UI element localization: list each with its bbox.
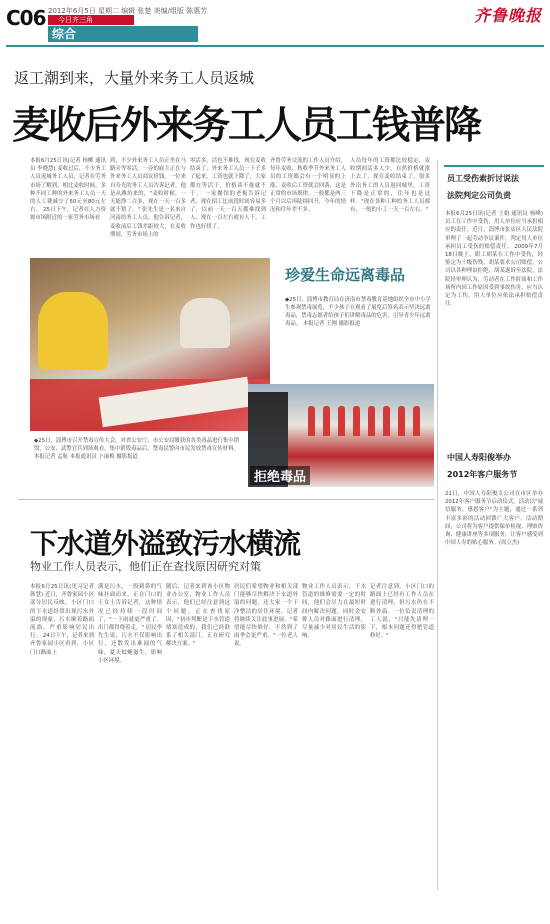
story3-subhead: 物业工作人员表示，他们正在查找原因研究对策 xyxy=(30,560,261,573)
soldier-figure xyxy=(353,406,360,436)
sidebar-body2: 21日，中国人寿阳俊支公司在市区举办2012年客户服务节启动仪式，活动以"诚信服务、感恩客户"为主题，通过一系列丰富多彩的活动回馈广大客户。活动期间，公司将为客户提供保单检视、理赔咨询、健康讲座等多项服务，让客户感受到中国人寿的贴心服务。(周立杰) xyxy=(445,491,543,547)
story3-col6: 记者注意到，小区门口的路面上已经有工作人员在进行清理，但污水仍在不断外溢。一位负责清理的工人说，"只能先清理一下，根本问题还得把管道修好。" xyxy=(370,584,434,640)
divider xyxy=(18,499,434,500)
dateline: 2012年6月5日 星期二 编辑 张楚 美编/组版 陈惠芳 xyxy=(48,7,208,15)
story1-col3: 零活多，活也不难找，现在麦收结束了，外来务工人员一下子多了起来，工资也就下降了，大家都在等活干，价格谈不拢就不干。 一家餐馆的老板告诉记者，现在招工比前段时间容易多了，以前一天一百五都难找到人，现在一百左右就有人干，工作也好找了。 xyxy=(190,158,266,230)
story3-col5: 物业工作人员表示，下水管道的维修需要一定的时间，他们会尽力在最短时间内解决问题，同时会安排人员对路面进行清理，尽量减少对居民生活的影响。 xyxy=(302,584,366,640)
soldier-figure xyxy=(383,406,390,436)
newspaper-logo: 齐鲁晚报 xyxy=(473,6,542,25)
story1-subhead: 返工潮到来，大量外来务工人员返城 xyxy=(14,69,255,87)
photo-label: 拒绝毒品 xyxy=(250,466,310,485)
student-figure xyxy=(180,298,230,348)
sidebar-rule xyxy=(437,160,438,890)
soldier-figure xyxy=(398,406,405,436)
story1-col2: 到，不少外来务工人员正坐在马路旁等零活，一旁的雇主正在与外来务工人员商议价钱。一位来自寿光的务工人员告诉记者，他是从潍坊来的，"麦收时候，一天能挣二百多，现在一天一百多就不错了。" 张先生是一名来自河南的务工人员，他告诉记者，麦收前后工钱差距较大，在麦收期间，劳务市场上的 xyxy=(110,158,186,238)
story2-title: 珍爱生命远离毒品 xyxy=(285,266,406,284)
story1-col1: 本报6月25日讯(记者 杨柳 通讯员 李晓慧) 麦收过后，不少务工人员返城务工人员，记者在劳务市场了解到，相比麦收时候，多种不同工种的外来务工人员一天的人工费减少了50元至80元左右。 25日下午，记者在人力资源市场附近的一家劳务市场看 xyxy=(30,158,106,222)
header-rule xyxy=(6,45,544,47)
sidebar-title4: 2012年客户服务节 xyxy=(447,470,518,479)
section-name: 综合 xyxy=(48,26,198,42)
story1-col4: 齐鲁劳务交流的工作人员介绍，每年麦收、秋收季节外来务工人员的工资都会有一个明显的上涨，麦收后工资就会回落，这是正常的市场规律。一般都是两三个月以后再陆续回升，今年的情况和往年差不多。 xyxy=(270,158,346,214)
sidebar-title3: 中国人寿阳俊举办 xyxy=(447,453,511,462)
section-tag: 今日齐三角 xyxy=(48,15,134,25)
story3-col3: 随后，记者来到该小区物业办公室，物业工作人员表示，他们已经注意到这个问题，正在查找原因，"初步判断是下水管道堵塞造成的，我们已经联系了相关部门，正在研究解决方案。" xyxy=(166,584,230,648)
sidebar-accent xyxy=(444,165,544,167)
story3-headline: 下水道外溢致污水横流 xyxy=(30,527,301,560)
story3-col1: 本报6月25日讯(见习记者 韩慧) 近日，齐鲁家园小区部分居民反映，小区门口的下水道经常出现污水外溢的现象，污水顺着路面流淌，严重影响居民出行。 24日下午，记者来到齐鲁家园小区看到，小区门口路面上 xyxy=(30,584,94,656)
sidebar-title1: 员工受伤索折讨说法 xyxy=(447,174,519,183)
soldier-figure xyxy=(308,406,315,436)
student-figure xyxy=(38,292,108,370)
page-number: C06 xyxy=(6,6,46,30)
story3-col2: 满是污水，一股刺鼻的气味扑面而来。正在门口的王女士告诉记者，这种情况已经持续一段时间了，"一下雨就更严重了，出门都得绕着走。" 居民李先生说，污水不仅影响出行，还散发出难闻的气味，夏天蚊蝇滋生，影响小区环境。 xyxy=(98,584,162,664)
story1-col5: 人员每年的工资都比较稳定，麦收期间活多人少，自然价格就涨上去了，现在麦收结束了，很多外出务工的人员返回城里，工资下降是正常的，往年也是这样。"现在各种工种的务工人员都有，一般的小工一天一百左右。" xyxy=(350,158,430,214)
page-header xyxy=(0,0,550,44)
photo-students-signing xyxy=(30,258,270,431)
story2-caption-right: ◆25日，淄博市教育局在济南市禁毒教育基地组织全市中小学生参观禁毒展览，不少孩子在观看了展览后签名表示坚决远离毒品，禁毒志愿者给孩子们讲解毒品的危害，引导青少年远离毒品。 本报记者 王刚 摄影报道 xyxy=(285,297,431,327)
story2-caption-left: ◆25日，淄博市召开禁毒宣传大会，对省公安厅、市公安局缴获的各类毒品进行集中销毁，公安、武警官兵到场观看。集中销毁毒品后，禁毒民警向市民发放禁毒宣传材料。 本报记者 孟航 本报通讯员 卜丽梅 摄影报道 xyxy=(34,438,240,460)
story3-col4: 居民们希望物业和相关部门能够尽快解决下水道外溢的问题，还大家一个干净整洁的居住环境。记者将继续关注此事进展。"希望能尽快修好，不然到了雨季会更严重。"一位老人说。 xyxy=(234,584,298,648)
sidebar-title2: 法院判定公司负责 xyxy=(447,191,511,200)
story1-headline: 麦收后外来务工人员工钱普降 xyxy=(12,103,481,147)
soldier-figure xyxy=(368,406,375,436)
soldier-figure xyxy=(323,406,330,436)
soldier-figure xyxy=(338,406,345,436)
soldier-figure xyxy=(413,406,420,436)
sidebar-body1: 本报6月25日讯(记者 王娟 通讯员 杨峰) 员工在工作中受伤，用人单位应当承担相应的责任。近日，淄博市张店区人民法院审理了一起劳动争议案件，判定用人单位承担员工受伤的赔偿责任。 2009年7月18日晚上，职工胡某在工作中受伤，经鉴定为十级伤残，胡某要求公司赔偿，公司以各种理由拒绝，胡某遂诉至法院。法院经审理认为，劳动者在工作时间和工作场所内因工作原因受到事故伤害，应当认定为工伤，用人单位应依法承担赔偿责任。 xyxy=(445,211,543,308)
